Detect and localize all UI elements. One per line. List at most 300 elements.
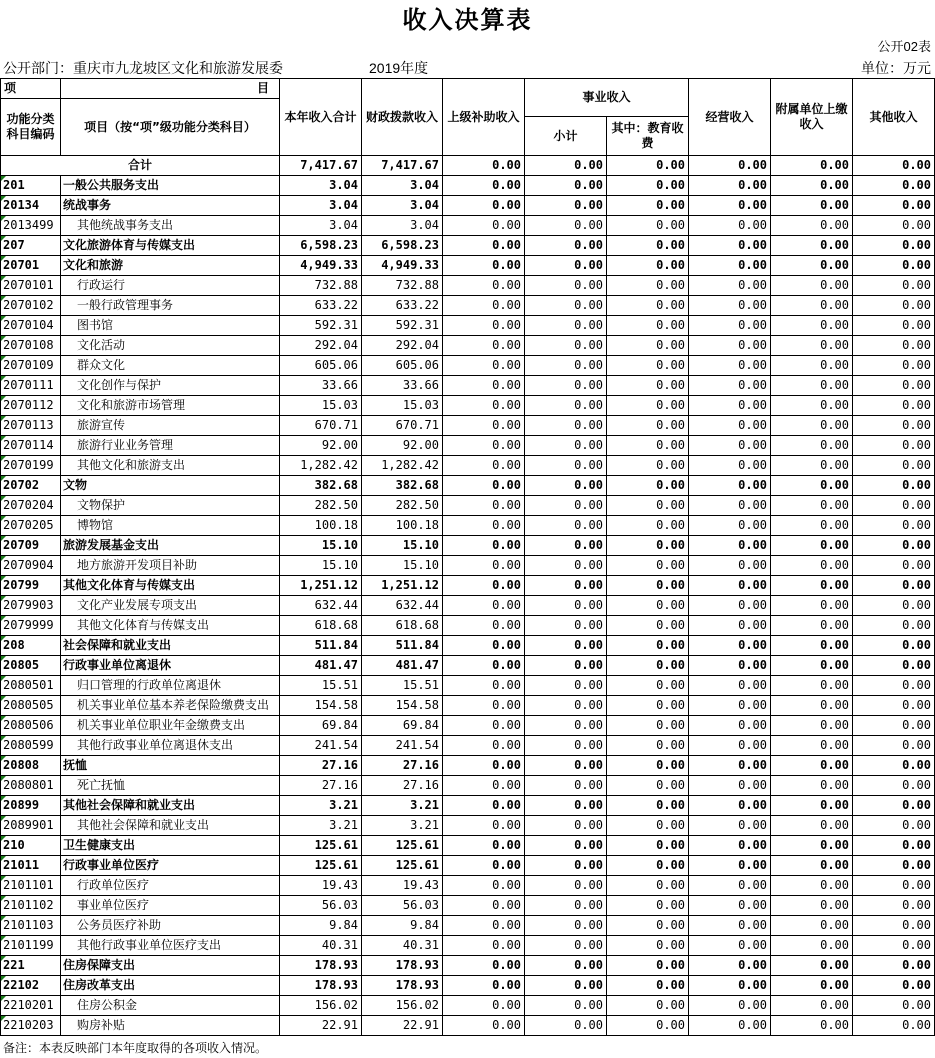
row-value: 0.00 bbox=[689, 476, 771, 496]
row-value: 9.84 bbox=[280, 916, 362, 936]
row-value: 0.00 bbox=[853, 496, 935, 516]
row-value: 0.00 bbox=[607, 1016, 689, 1036]
row-value: 0.00 bbox=[689, 836, 771, 856]
row-value: 69.84 bbox=[362, 716, 443, 736]
row-code: 2070104 bbox=[1, 316, 61, 336]
row-code: 20709 bbox=[1, 536, 61, 556]
row-value: 156.02 bbox=[280, 996, 362, 1016]
row-value: 670.71 bbox=[362, 416, 443, 436]
row-value: 9.84 bbox=[362, 916, 443, 936]
row-value: 0.00 bbox=[771, 916, 853, 936]
table-row bbox=[1, 576, 935, 596]
row-name: 行政事业单位离退休 bbox=[61, 656, 280, 676]
row-value: 0.00 bbox=[771, 976, 853, 996]
row-value: 0.00 bbox=[689, 316, 771, 336]
row-code: 2080501 bbox=[1, 676, 61, 696]
row-value: 0.00 bbox=[607, 976, 689, 996]
row-value: 0.00 bbox=[443, 196, 525, 216]
row-value: 0.00 bbox=[853, 856, 935, 876]
row-value: 0.00 bbox=[771, 376, 853, 396]
row-value: 0.00 bbox=[853, 636, 935, 656]
row-value: 0.00 bbox=[689, 936, 771, 956]
row-value: 0.00 bbox=[443, 916, 525, 936]
row-name: 其他行政事业单位离退休支出 bbox=[61, 736, 280, 756]
row-value: 0.00 bbox=[771, 996, 853, 1016]
row-value: 0.00 bbox=[607, 756, 689, 776]
row-value: 0.00 bbox=[607, 276, 689, 296]
form-number: 公开02表 bbox=[877, 39, 931, 54]
row-value: 605.06 bbox=[280, 356, 362, 376]
row-value: 0.00 bbox=[771, 336, 853, 356]
table-row bbox=[1, 696, 935, 716]
row-value: 22.91 bbox=[362, 1016, 443, 1036]
row-code: 2070108 bbox=[1, 336, 61, 356]
row-value: 0.00 bbox=[607, 516, 689, 536]
row-value: 0.00 bbox=[607, 636, 689, 656]
row-value: 0.00 bbox=[771, 756, 853, 776]
row-value: 0.00 bbox=[689, 856, 771, 876]
row-value: 0.00 bbox=[689, 816, 771, 836]
row-value: 15.10 bbox=[280, 536, 362, 556]
table-row bbox=[1, 976, 935, 996]
row-value: 0.00 bbox=[525, 956, 607, 976]
row-value: 0.00 bbox=[443, 996, 525, 1016]
row-value: 0.00 bbox=[689, 556, 771, 576]
row-value: 0.00 bbox=[771, 616, 853, 636]
header-operating-income: 经营收入 bbox=[689, 79, 771, 156]
row-value: 0.00 bbox=[853, 276, 935, 296]
row-value: 0.00 bbox=[771, 296, 853, 316]
header-education-fee: 其中：教育收费 bbox=[607, 117, 689, 156]
row-value: 0.00 bbox=[771, 176, 853, 196]
row-value: 0.00 bbox=[607, 996, 689, 1016]
table-row bbox=[1, 776, 935, 796]
row-value: 0.00 bbox=[853, 796, 935, 816]
row-value: 3.21 bbox=[280, 796, 362, 816]
row-value: 0.00 bbox=[853, 616, 935, 636]
row-value: 0.00 bbox=[607, 336, 689, 356]
table-row bbox=[1, 656, 935, 676]
row-value: 0.00 bbox=[525, 736, 607, 756]
row-value: 154.58 bbox=[362, 696, 443, 716]
row-value: 0.00 bbox=[525, 916, 607, 936]
row-value: 92.00 bbox=[362, 436, 443, 456]
row-value: 0.00 bbox=[607, 176, 689, 196]
row-code: 2080506 bbox=[1, 716, 61, 736]
row-value: 0.00 bbox=[771, 576, 853, 596]
row-value: 0.00 bbox=[443, 596, 525, 616]
row-value: 0.00 bbox=[853, 736, 935, 756]
row-code: 2080505 bbox=[1, 696, 61, 716]
income-table bbox=[0, 78, 935, 1036]
header-superior-subsidy: 上级补助收入 bbox=[443, 79, 525, 156]
row-value: 0.00 bbox=[525, 796, 607, 816]
row-value: 382.68 bbox=[362, 476, 443, 496]
row-value: 0.00 bbox=[689, 196, 771, 216]
row-value: 3.04 bbox=[362, 216, 443, 236]
row-name: 文化旅游体育与传媒支出 bbox=[61, 236, 280, 256]
row-value: 19.43 bbox=[280, 876, 362, 896]
row-value: 633.22 bbox=[280, 296, 362, 316]
table-row bbox=[1, 316, 935, 336]
row-value: 0.00 bbox=[443, 256, 525, 276]
row-value: 0.00 bbox=[689, 336, 771, 356]
row-value: 27.16 bbox=[280, 776, 362, 796]
row-name: 住房保障支出 bbox=[61, 956, 280, 976]
row-value: 0.00 bbox=[443, 1016, 525, 1036]
row-code: 2101103 bbox=[1, 916, 61, 936]
row-value: 282.50 bbox=[280, 496, 362, 516]
row-code: 2070111 bbox=[1, 376, 61, 396]
row-name: 文物 bbox=[61, 476, 280, 496]
row-value: 0.00 bbox=[689, 716, 771, 736]
row-code: 20899 bbox=[1, 796, 61, 816]
row-value: 0.00 bbox=[689, 956, 771, 976]
row-value: 670.71 bbox=[280, 416, 362, 436]
row-value: 618.68 bbox=[280, 616, 362, 636]
row-code: 221 bbox=[1, 956, 61, 976]
row-value: 0.00 bbox=[853, 536, 935, 556]
row-code: 20799 bbox=[1, 576, 61, 596]
table-row bbox=[1, 936, 935, 956]
row-value: 632.44 bbox=[362, 596, 443, 616]
row-value: 33.66 bbox=[280, 376, 362, 396]
table-row bbox=[1, 756, 935, 776]
row-value: 0.00 bbox=[525, 196, 607, 216]
row-value: 6,598.23 bbox=[280, 236, 362, 256]
row-value: 15.03 bbox=[280, 396, 362, 416]
row-value: 0.00 bbox=[853, 456, 935, 476]
row-code: 2070101 bbox=[1, 276, 61, 296]
department-label: 公开部门：重庆市九龙坡区文化和旅游发展委 bbox=[3, 60, 283, 76]
row-value: 0.00 bbox=[689, 976, 771, 996]
row-value: 0.00 bbox=[607, 456, 689, 476]
row-value: 15.10 bbox=[362, 536, 443, 556]
row-value: 0.00 bbox=[853, 696, 935, 716]
row-value: 0.00 bbox=[443, 876, 525, 896]
row-value: 0.00 bbox=[525, 476, 607, 496]
row-value: 125.61 bbox=[362, 856, 443, 876]
row-value: 0.00 bbox=[771, 276, 853, 296]
row-code: 20701 bbox=[1, 256, 61, 276]
row-value: 618.68 bbox=[362, 616, 443, 636]
row-value: 0.00 bbox=[525, 636, 607, 656]
row-value: 0.00 bbox=[525, 676, 607, 696]
row-value: 0.00 bbox=[771, 896, 853, 916]
row-value: 0.00 bbox=[853, 476, 935, 496]
table-row bbox=[1, 616, 935, 636]
row-code: 2089901 bbox=[1, 816, 61, 836]
row-value: 0.00 bbox=[689, 876, 771, 896]
table-row bbox=[1, 396, 935, 416]
row-value: 3.04 bbox=[362, 176, 443, 196]
row-value: 0.00 bbox=[443, 716, 525, 736]
row-value: 0.00 bbox=[525, 356, 607, 376]
row-value: 0.00 bbox=[525, 536, 607, 556]
row-value: 0.00 bbox=[853, 776, 935, 796]
row-value: 0.00 bbox=[607, 356, 689, 376]
row-code: 2070112 bbox=[1, 396, 61, 416]
row-code: 2070113 bbox=[1, 416, 61, 436]
row-value: 732.88 bbox=[280, 276, 362, 296]
row-code: 20134 bbox=[1, 196, 61, 216]
row-value: 0.00 bbox=[689, 996, 771, 1016]
row-value: 481.47 bbox=[280, 656, 362, 676]
row-name: 行政事业单位医疗 bbox=[61, 856, 280, 876]
row-value: 0.00 bbox=[771, 936, 853, 956]
row-value: 0.00 bbox=[443, 436, 525, 456]
row-name: 购房补贴 bbox=[61, 1016, 280, 1036]
row-value: 0.00 bbox=[443, 496, 525, 516]
row-value: 0.00 bbox=[443, 776, 525, 796]
row-value: 0.00 bbox=[525, 596, 607, 616]
row-value: 0.00 bbox=[853, 196, 935, 216]
row-value: 0.00 bbox=[689, 736, 771, 756]
row-value: 0.00 bbox=[853, 716, 935, 736]
row-value: 0.00 bbox=[607, 676, 689, 696]
row-value: 0.00 bbox=[771, 216, 853, 236]
row-value: 0.00 bbox=[607, 716, 689, 736]
row-value: 0.00 bbox=[771, 876, 853, 896]
row-value: 0.00 bbox=[853, 336, 935, 356]
row-value: 241.54 bbox=[280, 736, 362, 756]
row-value: 0.00 bbox=[525, 856, 607, 876]
row-value: 0.00 bbox=[607, 856, 689, 876]
row-value: 0.00 bbox=[689, 456, 771, 476]
row-code: 2080599 bbox=[1, 736, 61, 756]
row-value: 3.21 bbox=[362, 796, 443, 816]
row-name: 旅游发展基金支出 bbox=[61, 536, 280, 556]
row-value: 1,251.12 bbox=[280, 576, 362, 596]
row-value: 0.00 bbox=[771, 736, 853, 756]
row-code: 2079999 bbox=[1, 616, 61, 636]
row-value: 27.16 bbox=[362, 776, 443, 796]
row-value: 632.44 bbox=[280, 596, 362, 616]
row-value: 0.00 bbox=[525, 176, 607, 196]
row-code: 2101101 bbox=[1, 876, 61, 896]
row-name: 文化和旅游市场管理 bbox=[61, 396, 280, 416]
row-value: 0.00 bbox=[771, 536, 853, 556]
row-value: 0.00 bbox=[525, 296, 607, 316]
header-other-income: 其他收入 bbox=[853, 79, 935, 156]
row-code: 2101199 bbox=[1, 936, 61, 956]
row-name: 旅游宣传 bbox=[61, 416, 280, 436]
total-label: 合计 bbox=[1, 156, 280, 176]
row-value: 0.00 bbox=[607, 156, 689, 176]
fiscal-year: 2019年度 bbox=[369, 60, 429, 76]
row-value: 0.00 bbox=[607, 436, 689, 456]
row-value: 0.00 bbox=[607, 916, 689, 936]
row-value: 0.00 bbox=[689, 276, 771, 296]
row-code: 2070102 bbox=[1, 296, 61, 316]
row-name: 其他社会保障和就业支出 bbox=[61, 816, 280, 836]
row-value: 0.00 bbox=[525, 156, 607, 176]
unit-label: 单位：万元 bbox=[861, 60, 931, 76]
row-value: 0.00 bbox=[771, 556, 853, 576]
row-value: 0.00 bbox=[853, 656, 935, 676]
row-code: 2210201 bbox=[1, 996, 61, 1016]
row-value: 0.00 bbox=[443, 976, 525, 996]
row-code: 20808 bbox=[1, 756, 61, 776]
row-value: 4,949.33 bbox=[362, 256, 443, 276]
row-value: 178.93 bbox=[362, 956, 443, 976]
row-value: 0.00 bbox=[525, 836, 607, 856]
row-value: 0.00 bbox=[853, 816, 935, 836]
row-value: 0.00 bbox=[443, 656, 525, 676]
row-name: 行政单位医疗 bbox=[61, 876, 280, 896]
row-value: 0.00 bbox=[443, 556, 525, 576]
row-value: 0.00 bbox=[689, 576, 771, 596]
row-value: 0.00 bbox=[607, 416, 689, 436]
row-value: 0.00 bbox=[689, 256, 771, 276]
row-value: 19.43 bbox=[362, 876, 443, 896]
row-value: 56.03 bbox=[362, 896, 443, 916]
row-value: 4,949.33 bbox=[280, 256, 362, 276]
table-row bbox=[1, 496, 935, 516]
row-value: 0.00 bbox=[689, 416, 771, 436]
row-value: 100.18 bbox=[280, 516, 362, 536]
row-value: 0.00 bbox=[607, 836, 689, 856]
table-row bbox=[1, 456, 935, 476]
row-value: 0.00 bbox=[771, 636, 853, 656]
row-value: 0.00 bbox=[525, 1016, 607, 1036]
row-code: 2013499 bbox=[1, 216, 61, 236]
row-value: 0.00 bbox=[853, 416, 935, 436]
row-value: 178.93 bbox=[362, 976, 443, 996]
row-value: 0.00 bbox=[525, 436, 607, 456]
table-row bbox=[1, 236, 935, 256]
row-value: 33.66 bbox=[362, 376, 443, 396]
row-value: 0.00 bbox=[771, 496, 853, 516]
row-value: 0.00 bbox=[443, 516, 525, 536]
row-value: 0.00 bbox=[853, 316, 935, 336]
row-value: 0.00 bbox=[525, 716, 607, 736]
table-row bbox=[1, 516, 935, 536]
table-row bbox=[1, 876, 935, 896]
row-value: 0.00 bbox=[607, 316, 689, 336]
row-value: 0.00 bbox=[771, 676, 853, 696]
row-code: 22102 bbox=[1, 976, 61, 996]
header-total-income: 本年收入合计 bbox=[280, 79, 362, 156]
row-value: 0.00 bbox=[689, 436, 771, 456]
row-value: 0.00 bbox=[443, 276, 525, 296]
row-name: 图书馆 bbox=[61, 316, 280, 336]
row-value: 0.00 bbox=[525, 376, 607, 396]
table-row bbox=[1, 536, 935, 556]
row-value: 178.93 bbox=[280, 956, 362, 976]
page-title: 收入决算表 bbox=[402, 6, 533, 34]
row-name: 一般行政管理事务 bbox=[61, 296, 280, 316]
row-code: 210 bbox=[1, 836, 61, 856]
row-name: 文化创作与保护 bbox=[61, 376, 280, 396]
row-name: 抚恤 bbox=[61, 756, 280, 776]
row-value: 0.00 bbox=[771, 1016, 853, 1036]
table-row bbox=[1, 476, 935, 496]
row-name: 卫生健康支出 bbox=[61, 836, 280, 856]
row-value: 0.00 bbox=[443, 756, 525, 776]
row-value: 0.00 bbox=[853, 756, 935, 776]
header-fiscal-appropriation: 财政拨款收入 bbox=[362, 79, 443, 156]
row-value: 3.21 bbox=[362, 816, 443, 836]
row-value: 0.00 bbox=[443, 236, 525, 256]
row-value: 0.00 bbox=[689, 756, 771, 776]
row-value: 0.00 bbox=[689, 616, 771, 636]
row-value: 0.00 bbox=[525, 236, 607, 256]
row-value: 0.00 bbox=[443, 156, 525, 176]
row-value: 0.00 bbox=[853, 836, 935, 856]
row-value: 0.00 bbox=[607, 616, 689, 636]
header-subtotal: 小计 bbox=[525, 117, 607, 156]
header-business-income: 事业收入 bbox=[525, 79, 689, 117]
row-name: 住房改革支出 bbox=[61, 976, 280, 996]
row-code: 21011 bbox=[1, 856, 61, 876]
row-value: 0.00 bbox=[525, 936, 607, 956]
row-value: 0.00 bbox=[853, 676, 935, 696]
row-value: 0.00 bbox=[607, 816, 689, 836]
row-value: 27.16 bbox=[280, 756, 362, 776]
row-value: 0.00 bbox=[443, 736, 525, 756]
row-value: 0.00 bbox=[689, 296, 771, 316]
row-code: 2070114 bbox=[1, 436, 61, 456]
row-value: 0.00 bbox=[443, 416, 525, 436]
row-value: 0.00 bbox=[771, 316, 853, 336]
row-value: 0.00 bbox=[443, 616, 525, 636]
row-value: 0.00 bbox=[607, 476, 689, 496]
row-name: 其他文化体育与传媒支出 bbox=[61, 576, 280, 596]
row-name: 旅游行业业务管理 bbox=[61, 436, 280, 456]
row-name: 博物馆 bbox=[61, 516, 280, 536]
row-value: 125.61 bbox=[362, 836, 443, 856]
row-value: 0.00 bbox=[525, 996, 607, 1016]
row-value: 0.00 bbox=[771, 416, 853, 436]
row-value: 154.58 bbox=[280, 696, 362, 716]
row-value: 56.03 bbox=[280, 896, 362, 916]
row-name: 归口管理的行政单位离退休 bbox=[61, 676, 280, 696]
table-row bbox=[1, 796, 935, 816]
row-value: 69.84 bbox=[280, 716, 362, 736]
row-value: 1,251.12 bbox=[362, 576, 443, 596]
table-row bbox=[1, 436, 935, 456]
row-value: 0.00 bbox=[443, 396, 525, 416]
table-row bbox=[1, 916, 935, 936]
row-value: 0.00 bbox=[443, 456, 525, 476]
row-name: 统战事务 bbox=[61, 196, 280, 216]
table-row bbox=[1, 156, 935, 176]
row-value: 0.00 bbox=[525, 696, 607, 716]
row-value: 0.00 bbox=[525, 876, 607, 896]
row-value: 0.00 bbox=[525, 576, 607, 596]
row-value: 732.88 bbox=[362, 276, 443, 296]
row-value: 0.00 bbox=[443, 316, 525, 336]
row-value: 0.00 bbox=[689, 216, 771, 236]
row-value: 0.00 bbox=[771, 796, 853, 816]
table-row bbox=[1, 956, 935, 976]
row-code: 20805 bbox=[1, 656, 61, 676]
row-code: 207 bbox=[1, 236, 61, 256]
header-code: 功能分类科目编码 bbox=[1, 99, 61, 156]
row-value: 511.84 bbox=[362, 636, 443, 656]
row-code: 201 bbox=[1, 176, 61, 196]
row-code: 20702 bbox=[1, 476, 61, 496]
row-code: 2070109 bbox=[1, 356, 61, 376]
row-value: 1,282.42 bbox=[362, 456, 443, 476]
row-value: 0.00 bbox=[689, 356, 771, 376]
table-row bbox=[1, 556, 935, 576]
row-value: 0.00 bbox=[525, 276, 607, 296]
row-value: 15.10 bbox=[280, 556, 362, 576]
row-value: 0.00 bbox=[771, 776, 853, 796]
row-value: 511.84 bbox=[280, 636, 362, 656]
